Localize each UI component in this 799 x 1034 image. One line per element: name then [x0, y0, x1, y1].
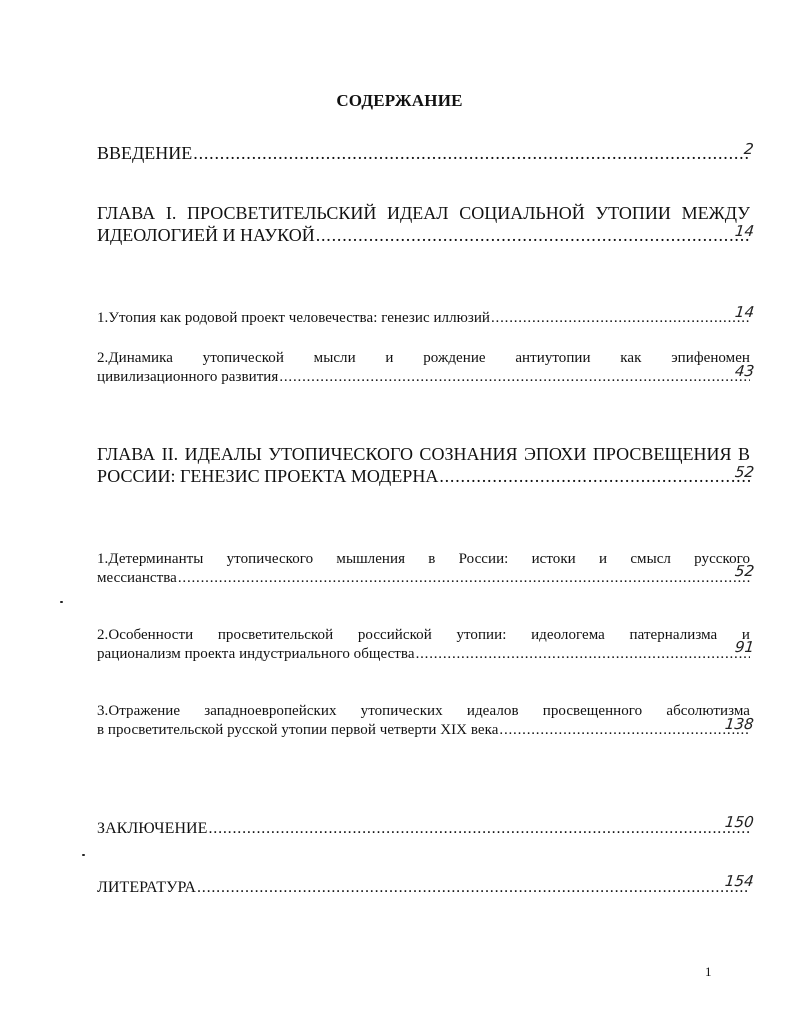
entry-title: 1.Утопия как родовой проект человечества: генезис иллюзий [97, 310, 490, 326]
dot-leader [208, 819, 750, 838]
toc-line: 3.Отражение западноевропейских утопических идеалов просвещенного абсолютизма [97, 703, 750, 719]
toc-entry-chapter-2[interactable] [97, 443, 755, 487]
dot-leader [316, 224, 750, 246]
entry-title: мессианства [97, 570, 177, 586]
toc-line [97, 721, 750, 740]
toc-line: ГЛАВА II. ИДЕАЛЫ УТОПИЧЕСКОГО СОЗНАНИЯ ЭПОХИ ПРОСВЕЩЕНИЯ В [97, 444, 750, 464]
page-number-handwritten: 52 [734, 562, 755, 580]
page-number-handwritten: 154 [724, 872, 755, 890]
toc-line [97, 878, 750, 897]
page-number-handwritten: 52 [733, 463, 755, 481]
toc-line: 2.Особенности просветительской российской утопии: идеологема патернализма и [97, 627, 750, 643]
toc-entry-literature[interactable] [97, 872, 755, 897]
page-number-handwritten: 150 [724, 813, 755, 831]
entry-title: РОССИИ: ГЕНЕЗИС ПРОЕКТА МОДЕРНА [97, 466, 439, 486]
page-number-handwritten: 43 [734, 362, 755, 380]
entry-title: ВВЕДЕНИЕ [97, 143, 193, 163]
scan-speck [82, 854, 85, 856]
entry-title: рационализм проекта индустриального общества [97, 646, 415, 662]
dot-leader [193, 142, 750, 164]
toc-line [97, 645, 750, 664]
toc-line [97, 368, 750, 387]
toc-entry-chapter-2-section-3[interactable] [97, 702, 755, 740]
page-number: 1 [705, 964, 712, 979]
entry-title: ЗАКЛЮЧЕНИЕ [97, 820, 208, 837]
toc-entry-chapter-1-section-1[interactable] [97, 303, 755, 328]
toc-line [97, 224, 750, 246]
toc-line: 1.Детерминанты утопического мышления в России: истоки и смысл русского [97, 551, 750, 567]
dot-leader [197, 878, 750, 897]
toc-line [97, 819, 750, 838]
page-number-handwritten: 14 [733, 222, 755, 240]
dot-leader [416, 645, 750, 664]
toc-line: 2.Динамика утопической мысли и рождение антиутопии как эпифеномен [97, 350, 750, 366]
page-number-handwritten: 2 [743, 140, 755, 158]
toc-line [97, 465, 750, 487]
entry-title: ИДЕОЛОГИЕЙ И НАУКОЙ [97, 225, 315, 245]
scan-speck [60, 601, 63, 603]
page-number-handwritten: 14 [734, 303, 755, 321]
page-title: СОДЕРЖАНИЕ [336, 91, 463, 110]
dot-leader [499, 721, 750, 740]
toc-line [97, 309, 750, 328]
entry-title: ЛИТЕРАТУРА [97, 879, 196, 896]
entry-title: цивилизационного развития [97, 369, 279, 385]
toc-entry-introduction[interactable] [97, 140, 755, 164]
toc-line [97, 142, 750, 164]
toc-entry-chapter-2-section-1[interactable] [97, 550, 755, 588]
toc-line: ГЛАВА I. ПРОСВЕТИТЕЛЬСКИЙ ИДЕАЛ СОЦИАЛЬНОЙ УТОПИИ МЕЖДУ [97, 203, 750, 223]
dot-leader [491, 309, 750, 328]
toc-line [97, 569, 750, 588]
page-number-handwritten: 91 [734, 638, 755, 656]
dot-leader [178, 569, 750, 588]
entry-title: в просветительской русской утопии первой четверти XIX века [97, 722, 499, 738]
page-number-handwritten: 138 [724, 715, 755, 733]
dot-leader [439, 465, 750, 487]
toc-entry-chapter-1[interactable] [97, 202, 755, 246]
toc-entry-chapter-2-section-2[interactable] [97, 626, 755, 664]
toc-entry-chapter-1-section-2[interactable] [97, 349, 755, 387]
dot-leader [279, 368, 750, 387]
toc-entry-conclusion[interactable] [97, 813, 755, 838]
